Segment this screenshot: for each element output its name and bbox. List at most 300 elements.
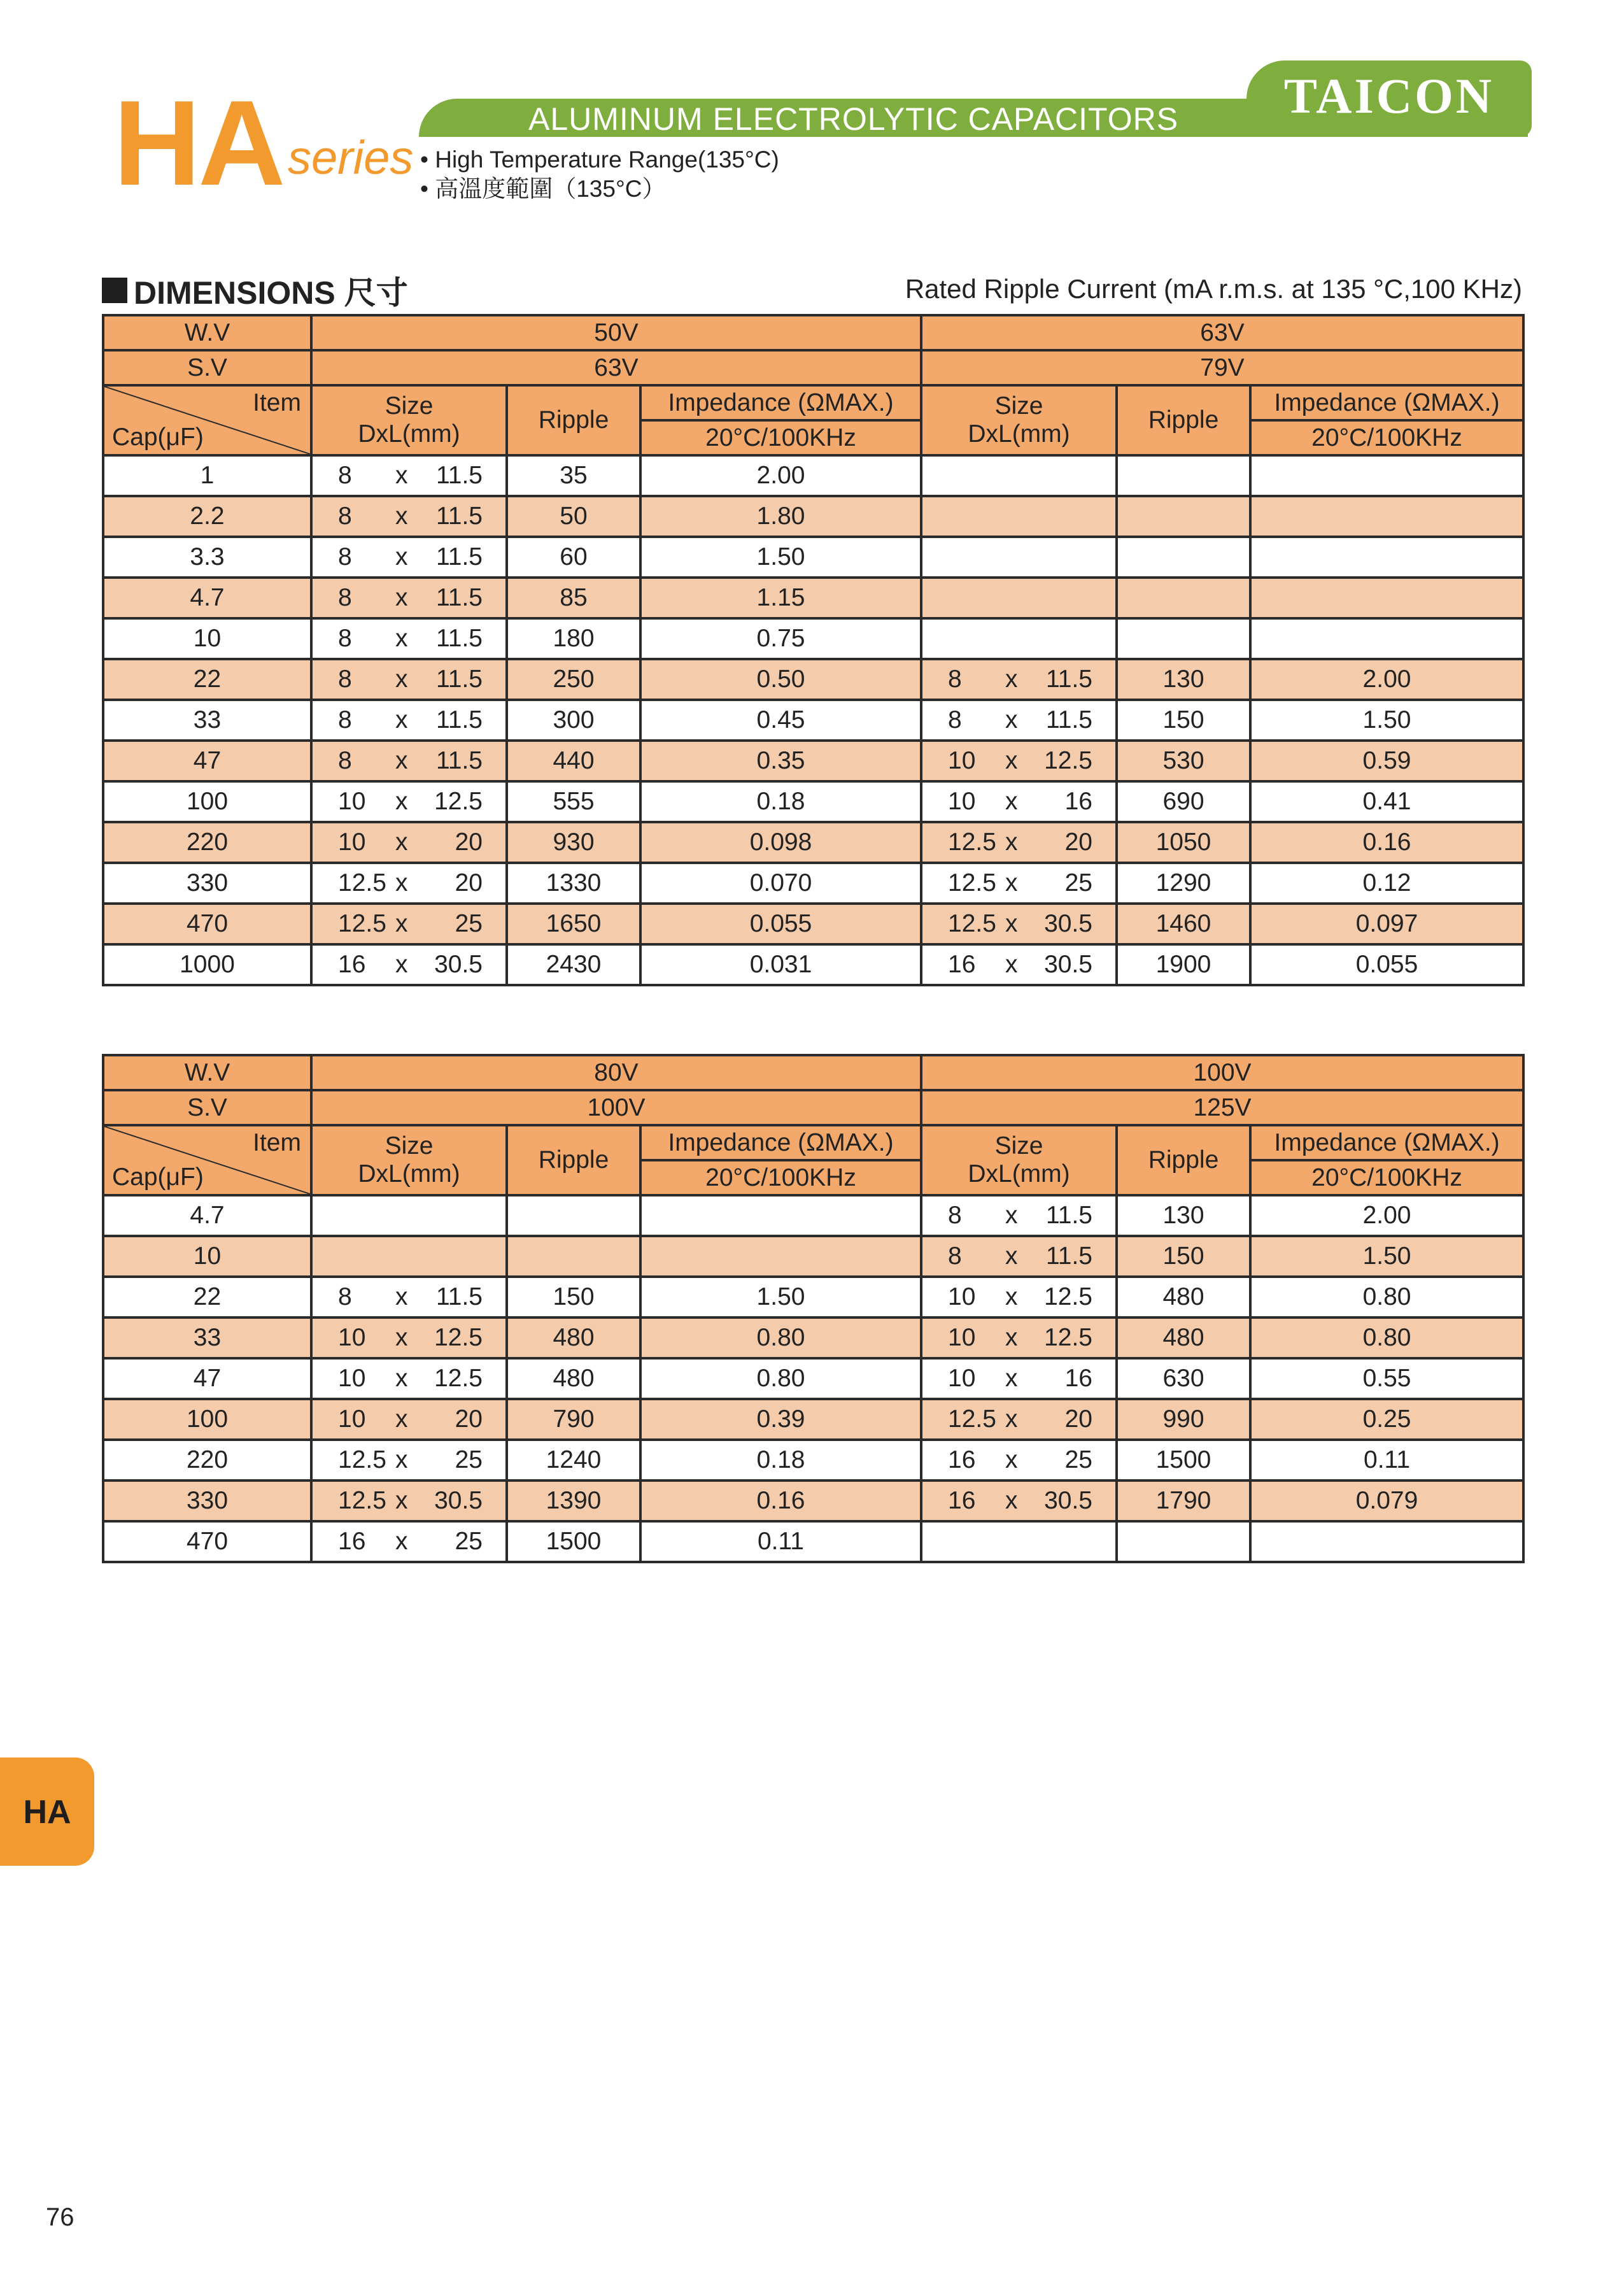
cap-value: 22	[193, 665, 222, 693]
size-cell	[311, 1480, 507, 1521]
impedance-cell	[1250, 781, 1523, 822]
ripple-cell	[507, 1236, 640, 1277]
impedance-value: 0.16	[1362, 828, 1411, 856]
impedance-cell	[640, 455, 921, 496]
impedance-value: 0.098	[749, 828, 812, 856]
impedance-value: 0.45	[756, 706, 805, 734]
series-word: series	[288, 131, 414, 184]
diameter-value: 10	[338, 1405, 366, 1433]
impedance-value: 1.50	[1362, 1242, 1411, 1270]
times-sign: x	[395, 625, 408, 652]
ripple-cell	[507, 1277, 640, 1317]
length-value: 16	[1064, 788, 1092, 815]
size-header-line: DxL(mm)	[358, 420, 460, 448]
impedance-cell	[640, 496, 921, 537]
sv-value-text: 79V	[1200, 353, 1245, 381]
impedance-cell	[640, 1317, 921, 1358]
diameter-value: 8	[338, 625, 352, 652]
diameter-value: 12.5	[948, 828, 996, 856]
size-cell	[921, 1195, 1117, 1236]
size-header-line: DxL(mm)	[968, 1160, 1070, 1188]
diameter-value: 8	[338, 462, 352, 489]
wv-label-text: W.V	[184, 318, 230, 346]
size-header-line: DxL(mm)	[358, 1160, 460, 1188]
impedance-value: 2.00	[1362, 1202, 1411, 1229]
series-code: HA	[113, 76, 283, 211]
wv-label	[103, 1055, 311, 1090]
times-sign: x	[1005, 665, 1018, 693]
size-cell	[921, 1277, 1117, 1317]
ripple-cell	[507, 1358, 640, 1399]
impedance-value: 0.055	[749, 910, 812, 937]
times-sign: x	[1005, 1324, 1018, 1351]
ripple-cell	[507, 944, 640, 985]
cap-cell	[103, 863, 311, 904]
impedance-value: 0.070	[749, 869, 812, 897]
item-label: Item	[253, 1129, 301, 1156]
ripple-value: 85	[560, 584, 588, 611]
table-row	[103, 822, 1523, 863]
table-row	[103, 1195, 1523, 1236]
ripple-value: 480	[553, 1365, 595, 1392]
ripple-cell	[507, 904, 640, 944]
length-value: 12.5	[1044, 1324, 1092, 1351]
ripple-cell	[507, 1399, 640, 1440]
cap-value: 220	[186, 828, 229, 856]
impedance-condition-text: 20°C/100KHz	[705, 1163, 856, 1191]
diameter-value: 12.5	[948, 1405, 996, 1433]
impedance-cell	[640, 904, 921, 944]
cap-cell	[103, 1195, 311, 1236]
size-cell	[311, 496, 507, 537]
size-cell	[311, 1236, 507, 1277]
times-sign: x	[1005, 951, 1018, 978]
length-value: 25	[455, 1446, 483, 1473]
table-row	[103, 1317, 1523, 1358]
impedance-value: 0.75	[756, 625, 805, 652]
length-value: 30.5	[434, 951, 483, 978]
diameter-value: 12.5	[948, 910, 996, 937]
size-cell	[311, 578, 507, 618]
cap-cell	[103, 741, 311, 781]
length-value: 12.5	[434, 788, 483, 815]
diameter-value: 10	[948, 747, 976, 774]
times-sign: x	[1005, 1446, 1018, 1473]
size-header	[311, 1125, 507, 1195]
impedance-cell	[1250, 1440, 1523, 1480]
diameter-value: 8	[948, 1242, 962, 1270]
impedance-cell	[640, 700, 921, 741]
size-cell	[921, 1480, 1117, 1521]
table-row	[103, 1399, 1523, 1440]
cap-cell	[103, 1277, 311, 1317]
ripple-cell	[1117, 1195, 1250, 1236]
impedance-cell	[640, 863, 921, 904]
size-cell	[311, 944, 507, 985]
impedance-value: 2.00	[756, 462, 805, 489]
length-value: 11.5	[1045, 1242, 1092, 1270]
times-sign: x	[1005, 910, 1018, 937]
ripple-current-note: Rated Ripple Current (mA r.m.s. at 135 °C,100 KHz)	[905, 274, 1522, 304]
impedance-cell	[1250, 578, 1523, 618]
size-cell	[311, 904, 507, 944]
ripple-value: 790	[553, 1405, 595, 1433]
ripple-cell	[507, 537, 640, 578]
table-row	[103, 618, 1523, 659]
impedance-header	[640, 1125, 921, 1160]
impedance-value: 1.50	[756, 543, 805, 571]
wv-value	[921, 315, 1523, 350]
cap-cell	[103, 1358, 311, 1399]
table-row	[103, 863, 1523, 904]
cap-value: 330	[186, 869, 229, 897]
size-cell	[311, 1358, 507, 1399]
diameter-value: 16	[948, 1487, 976, 1514]
length-value: 20	[455, 828, 483, 856]
ripple-cell	[1117, 1399, 1250, 1440]
times-sign: x	[395, 665, 408, 693]
dimensions-table	[102, 314, 1525, 986]
length-value: 20	[1064, 1405, 1092, 1433]
size-header	[921, 1125, 1117, 1195]
cap-label: Cap(μF)	[112, 1163, 204, 1191]
ripple-cell	[507, 659, 640, 700]
diameter-value: 12.5	[948, 869, 996, 897]
size-cell	[921, 537, 1117, 578]
impedance-condition	[640, 420, 921, 455]
impedance-value: 0.25	[1362, 1405, 1411, 1433]
ripple-value: 35	[560, 462, 588, 489]
length-value: 11.5	[1045, 706, 1092, 734]
impedance-value: 0.11	[757, 1528, 804, 1555]
feature-item: • 高溫度範圍（135°C）	[420, 176, 666, 202]
ripple-value: 1790	[1155, 1487, 1211, 1514]
impedance-value: 0.39	[756, 1405, 805, 1433]
impedance-cell	[1250, 455, 1523, 496]
impedance-value: 1.50	[756, 1283, 805, 1310]
ripple-value: 180	[553, 625, 595, 652]
ripple-value: 1330	[546, 869, 602, 897]
sv-value	[921, 1090, 1523, 1125]
diameter-value: 8	[338, 584, 352, 611]
times-sign: x	[395, 1528, 408, 1555]
size-cell	[311, 741, 507, 781]
sv-label-text: S.V	[187, 353, 227, 381]
impedance-cell	[1250, 1480, 1523, 1521]
times-sign: x	[395, 1446, 408, 1473]
size-cell	[311, 537, 507, 578]
length-value: 16	[1064, 1365, 1092, 1392]
times-sign: x	[1005, 706, 1018, 734]
ripple-cell	[1117, 822, 1250, 863]
times-sign: x	[395, 951, 408, 978]
size-cell	[921, 700, 1117, 741]
impedance-header-text: Impedance (ΩMAX.)	[1274, 1128, 1500, 1156]
times-sign: x	[1005, 828, 1018, 856]
ripple-value: 440	[553, 747, 595, 774]
diameter-value: 8	[338, 1283, 352, 1310]
impedance-cell	[640, 1195, 921, 1236]
size-header-line: DxL(mm)	[968, 420, 1070, 448]
feature-list	[420, 145, 779, 204]
page-number: 76	[46, 2203, 74, 2231]
table-row	[103, 1277, 1523, 1317]
impedance-cell	[1250, 1277, 1523, 1317]
times-sign: x	[1005, 747, 1018, 774]
ripple-value: 50	[560, 502, 588, 530]
cap-cell	[103, 578, 311, 618]
cap-value: 10	[193, 1242, 222, 1270]
size-cell	[311, 1399, 507, 1440]
length-value: 30.5	[434, 1487, 483, 1514]
length-value: 30.5	[1044, 951, 1092, 978]
impedance-condition	[1250, 420, 1523, 455]
square-bullet-icon	[102, 278, 127, 303]
impedance-cell	[1250, 904, 1523, 944]
times-sign: x	[395, 462, 408, 489]
ripple-header-text: Ripple	[538, 1146, 609, 1174]
ripple-cell	[507, 455, 640, 496]
times-sign: x	[1005, 1365, 1018, 1392]
cap-cell	[103, 455, 311, 496]
impedance-value: 0.80	[756, 1324, 805, 1351]
length-value: 20	[455, 1405, 483, 1433]
ripple-cell	[1117, 904, 1250, 944]
impedance-cell	[640, 537, 921, 578]
cap-value: 470	[186, 910, 229, 937]
impedance-cell	[1250, 863, 1523, 904]
table-row	[103, 1236, 1523, 1277]
ripple-value: 990	[1162, 1405, 1204, 1433]
cap-cell	[103, 822, 311, 863]
size-cell	[921, 904, 1117, 944]
ripple-cell	[1117, 781, 1250, 822]
cap-cell	[103, 1440, 311, 1480]
diameter-value: 16	[948, 951, 976, 978]
size-cell	[311, 1277, 507, 1317]
sv-value	[921, 350, 1523, 385]
cap-value: 47	[193, 1365, 222, 1392]
table-row	[103, 904, 1523, 944]
size-cell	[311, 1317, 507, 1358]
ripple-cell	[1117, 1480, 1250, 1521]
times-sign: x	[395, 1283, 408, 1310]
impedance-header	[1250, 385, 1523, 420]
size-cell	[921, 1399, 1117, 1440]
length-value: 12.5	[1044, 1283, 1092, 1310]
diameter-value: 8	[948, 665, 962, 693]
wv-value	[311, 315, 921, 350]
diameter-value: 10	[338, 828, 366, 856]
length-value: 30.5	[1044, 1487, 1092, 1514]
ripple-value: 300	[553, 706, 595, 734]
ripple-value: 1390	[546, 1487, 602, 1514]
impedance-cell	[640, 1521, 921, 1562]
ripple-header-text: Ripple	[538, 406, 609, 434]
times-sign: x	[395, 788, 408, 815]
ripple-cell	[507, 1317, 640, 1358]
ripple-value: 1290	[1155, 869, 1211, 897]
table-row	[103, 700, 1523, 741]
cap-value: 22	[193, 1283, 222, 1310]
times-sign: x	[395, 747, 408, 774]
ripple-value: 480	[1162, 1283, 1204, 1310]
cap-cell	[103, 659, 311, 700]
impedance-value: 0.80	[1362, 1324, 1411, 1351]
length-value: 11.5	[435, 625, 483, 652]
impedance-condition	[640, 1160, 921, 1195]
length-value: 11.5	[435, 502, 483, 530]
impedance-cell	[1250, 944, 1523, 985]
impedance-value: 0.80	[756, 1365, 805, 1392]
cap-cell	[103, 537, 311, 578]
cap-value: 2.2	[190, 502, 225, 530]
wv-value-text: 50V	[594, 318, 639, 346]
length-value: 11.5	[435, 747, 483, 774]
ripple-value: 1500	[1155, 1446, 1211, 1473]
times-sign: x	[395, 1365, 408, 1392]
ripple-cell	[507, 781, 640, 822]
cap-value: 4.7	[190, 1202, 225, 1229]
size-cell	[921, 578, 1117, 618]
ripple-value: 1240	[546, 1446, 602, 1473]
ripple-value: 60	[560, 543, 588, 571]
size-cell	[311, 1195, 507, 1236]
times-sign: x	[395, 502, 408, 530]
wv-value	[921, 1055, 1523, 1090]
item-cap-header	[103, 385, 311, 455]
length-value: 20	[1064, 828, 1092, 856]
size-cell	[921, 822, 1117, 863]
size-cell	[921, 496, 1117, 537]
ripple-header-text: Ripple	[1148, 1146, 1219, 1174]
ripple-cell	[1117, 1440, 1250, 1480]
table-row	[103, 1440, 1523, 1480]
length-value: 11.5	[435, 706, 483, 734]
ripple-cell	[1117, 863, 1250, 904]
ripple-value: 480	[553, 1324, 595, 1351]
diameter-value: 10	[948, 1283, 976, 1310]
ripple-cell	[1117, 1277, 1250, 1317]
size-cell	[921, 455, 1117, 496]
size-header-line: Size	[994, 1132, 1043, 1160]
impedance-value: 0.55	[1362, 1365, 1411, 1392]
impedance-cell	[640, 618, 921, 659]
ripple-value: 530	[1162, 747, 1204, 774]
length-value: 11.5	[435, 665, 483, 693]
sv-value-text: 63V	[594, 353, 639, 381]
size-cell	[311, 659, 507, 700]
length-value: 11.5	[435, 462, 483, 489]
dimensions-table	[102, 1054, 1525, 1563]
table-row	[103, 537, 1523, 578]
impedance-value: 0.18	[756, 1446, 805, 1473]
category-title: ALUMINUM ELECTROLYTIC CAPACITORS	[528, 101, 1179, 137]
times-sign: x	[1005, 1202, 1018, 1229]
ripple-cell	[507, 578, 640, 618]
impedance-cell	[1250, 700, 1523, 741]
impedance-value: 0.12	[1362, 869, 1411, 897]
wv-label	[103, 315, 311, 350]
ripple-cell	[1117, 1358, 1250, 1399]
impedance-header	[640, 385, 921, 420]
ripple-value: 480	[1162, 1324, 1204, 1351]
table-row	[103, 944, 1523, 985]
diameter-value: 8	[338, 502, 352, 530]
diameter-value: 16	[338, 1528, 366, 1555]
size-cell	[311, 822, 507, 863]
impedance-value: 0.80	[1362, 1283, 1411, 1310]
impedance-value: 0.055	[1355, 951, 1418, 978]
size-cell	[921, 659, 1117, 700]
size-header-line: Size	[385, 1132, 434, 1160]
impedance-cell	[1250, 618, 1523, 659]
item-label: Item	[253, 389, 301, 416]
size-header-line: Size	[994, 392, 1043, 420]
ripple-cell	[507, 822, 640, 863]
diameter-value: 10	[338, 788, 366, 815]
impedance-cell	[1250, 1236, 1523, 1277]
length-value: 11.5	[1045, 665, 1092, 693]
impedance-cell	[1250, 741, 1523, 781]
item-cap-header	[103, 1125, 311, 1195]
cap-value: 3.3	[190, 543, 225, 571]
ripple-header-text: Ripple	[1148, 406, 1219, 434]
cap-cell	[103, 904, 311, 944]
ripple-cell	[1117, 700, 1250, 741]
cap-cell	[103, 1317, 311, 1358]
ripple-cell	[1117, 1317, 1250, 1358]
ripple-value: 555	[553, 788, 595, 815]
impedance-cell	[640, 1358, 921, 1399]
times-sign: x	[395, 1324, 408, 1351]
impedance-condition-text: 20°C/100KHz	[705, 423, 856, 451]
times-sign: x	[1005, 1242, 1018, 1270]
impedance-header-text: Impedance (ΩMAX.)	[1274, 388, 1500, 416]
diameter-value: 12.5	[338, 1487, 386, 1514]
size-cell	[921, 1317, 1117, 1358]
impedance-condition-text: 20°C/100KHz	[1311, 423, 1462, 451]
length-value: 12.5	[434, 1324, 483, 1351]
impedance-cell	[1250, 537, 1523, 578]
impedance-cell	[1250, 1399, 1523, 1440]
cap-value: 33	[193, 706, 222, 734]
length-value: 30.5	[1044, 910, 1092, 937]
impedance-value: 1.50	[1362, 706, 1411, 734]
size-header	[311, 385, 507, 455]
table-row	[103, 781, 1523, 822]
ripple-cell	[1117, 659, 1250, 700]
feature-item: • High Temperature Range(135°C)	[420, 146, 779, 173]
impedance-value: 0.16	[756, 1487, 805, 1514]
sv-value	[311, 350, 921, 385]
impedance-cell	[640, 578, 921, 618]
ripple-cell	[507, 1195, 640, 1236]
cap-value: 1	[200, 462, 215, 489]
times-sign: x	[1005, 788, 1018, 815]
length-value: 11.5	[435, 584, 483, 611]
cap-cell	[103, 1480, 311, 1521]
impedance-value: 0.35	[756, 747, 805, 774]
size-header-line: Size	[385, 392, 434, 420]
ripple-value: 150	[1162, 706, 1204, 734]
size-cell	[921, 781, 1117, 822]
ripple-value: 130	[1162, 1202, 1204, 1229]
section-heading	[102, 267, 408, 313]
ripple-value: 2430	[546, 951, 602, 978]
table-row	[103, 1521, 1523, 1562]
length-value: 25	[1064, 869, 1092, 897]
